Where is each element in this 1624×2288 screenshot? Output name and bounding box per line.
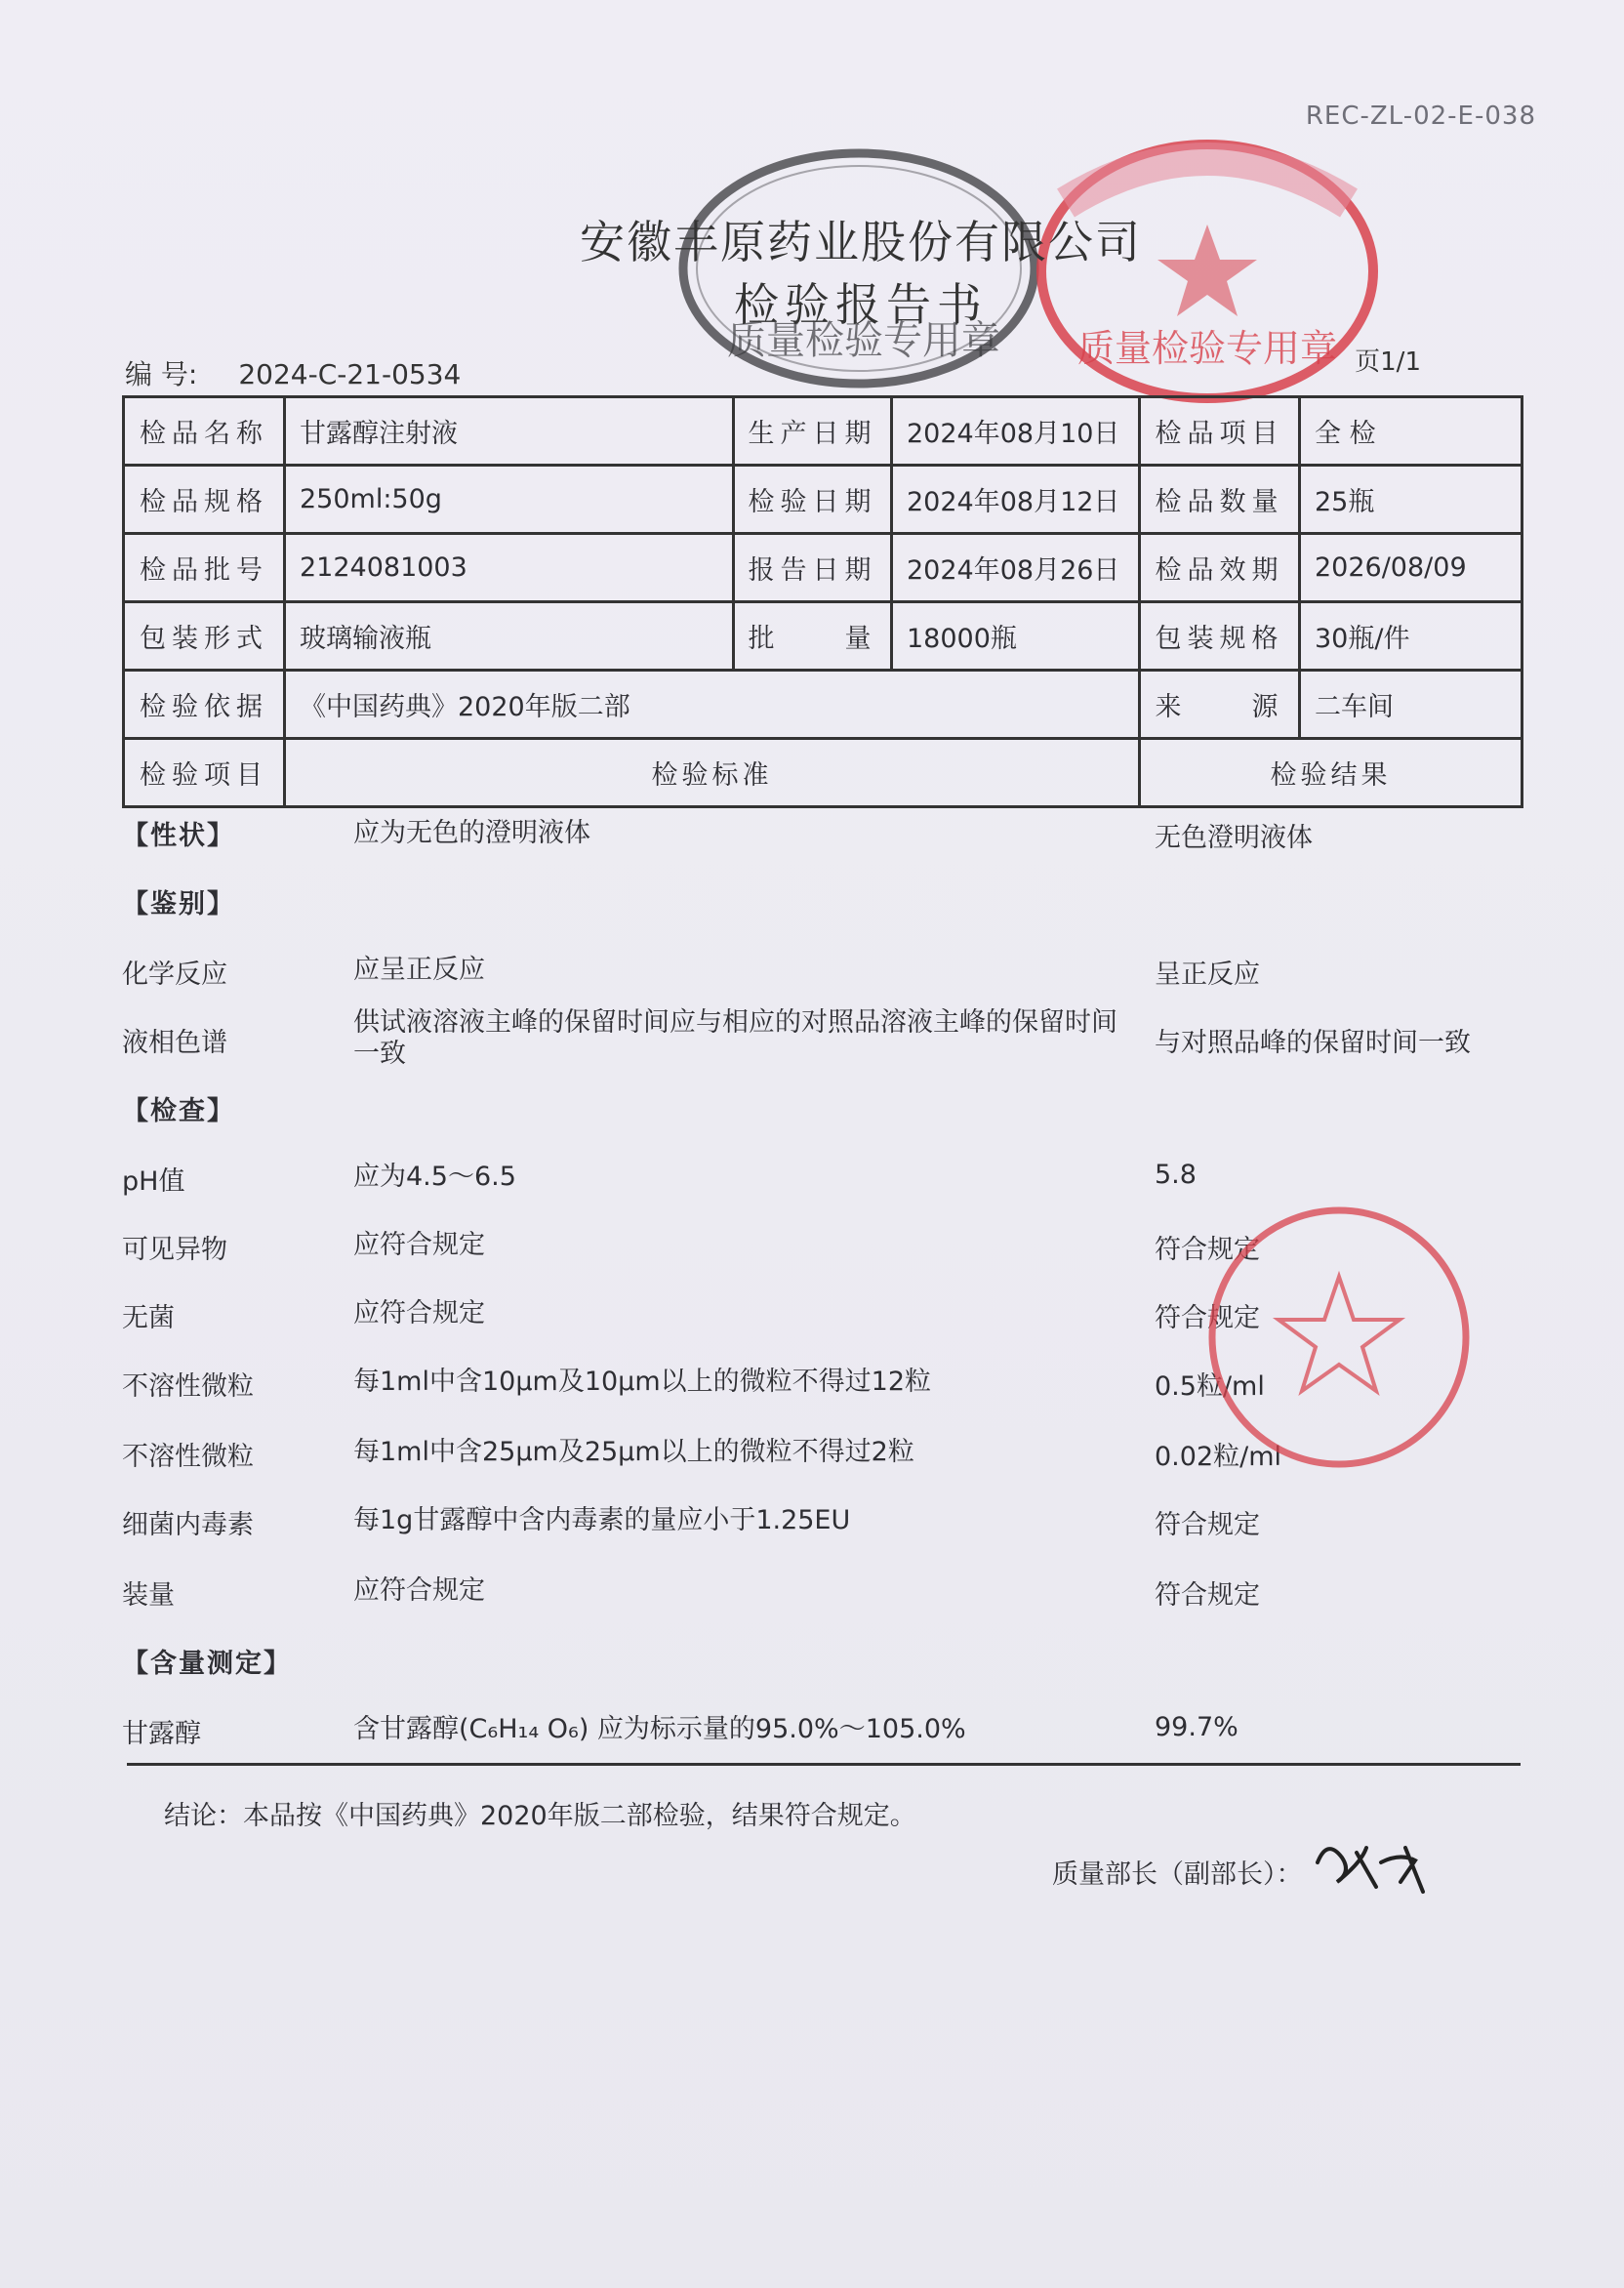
result-text: 符合规定 [1155, 1510, 1260, 1540]
company-name: 安徽丰原药业股份有限公司 [580, 216, 1142, 268]
result-row [0, 1573, 1624, 1613]
label-basis: 检验依据 [124, 671, 285, 739]
standard-text: 应符合规定 [353, 1230, 485, 1260]
standard-text: 应符合规定 [353, 1575, 485, 1606]
label-pack-spec: 包装规格 [1140, 602, 1300, 671]
item-text: 化学反应 [122, 960, 227, 990]
svg-text:质量检验专用章: 质量检验专用章 [727, 318, 1000, 363]
standard-text: 每1ml中含25μm及25μm以上的微粒不得过2粒 [353, 1437, 914, 1467]
item-text: 甘露醇 [122, 1719, 201, 1749]
result-text: 与对照品峰的保留时间一致 [1155, 1028, 1471, 1058]
serial-value: 2024-C-21-0534 [238, 358, 462, 390]
document-code: REC-ZL-02-E-038 [1305, 102, 1536, 131]
standard-text: 含甘露醇(C₆H₁₄ O₆) 应为标示量的95.0%～105.0% [353, 1714, 966, 1744]
report-title: 检验报告书 [734, 278, 988, 331]
label-source: 来 源 [1140, 671, 1300, 739]
handwritten-signature [1308, 1833, 1444, 1901]
svg-text:质量检验专用章: 质量检验专用章 [1076, 327, 1338, 370]
result-text: 符合规定 [1155, 1303, 1260, 1333]
header-row [124, 466, 1522, 534]
serial-label: 编 号: [125, 358, 198, 390]
value-sample-name: 甘露醇注射液 [285, 397, 734, 466]
header-row [124, 602, 1522, 671]
result-row [0, 816, 1624, 855]
value-batch-size: 18000瓶 [892, 602, 1140, 671]
section-tests: 【检查】 [122, 1096, 235, 1126]
label-quantity: 检品数量 [1140, 466, 1300, 534]
result-text: 符合规定 [1155, 1580, 1260, 1611]
conclusion-text: 结论：本品按《中国药典》2020年版二部检验，结果符合规定。 [164, 1801, 916, 1831]
result-text: 0.02粒/ml [1155, 1442, 1282, 1472]
label-spec: 检品规格 [124, 466, 285, 534]
item-text: 不溶性微粒 [122, 1442, 254, 1472]
standard-text: 应为4.5～6.5 [353, 1162, 516, 1192]
standard-text: 应为无色的澄明液体 [353, 818, 590, 848]
label-batch-size: 批 量 [734, 602, 892, 671]
label-packaging: 包装形式 [124, 602, 285, 671]
label-report-date: 报告日期 [734, 534, 892, 602]
label-test-items: 检品项目 [1140, 397, 1300, 466]
standard-text: 每1g甘露醇中含内毒素的量应小于1.25EU [353, 1505, 851, 1535]
result-row [0, 1712, 1624, 1751]
page-indicator: 页1/1 [1355, 347, 1421, 377]
label-test-date: 检验日期 [734, 466, 892, 534]
item-text: 无菌 [122, 1303, 175, 1333]
value-report-date: 2024年08月26日 [892, 534, 1140, 602]
result-text: 99.7% [1155, 1712, 1238, 1742]
divider-line [127, 1763, 1521, 1766]
result-row [0, 1005, 1624, 1074]
value-source: 二车间 [1300, 671, 1522, 739]
value-spec: 250ml:50g [285, 466, 734, 534]
value-basis: 《中国药典》2020年版二部 [285, 671, 1140, 739]
signoff-label: 质量部长（副部长）： [1052, 1859, 1303, 1890]
item-text: 液相色谱 [122, 1028, 227, 1058]
value-quantity: 25瓶 [1300, 466, 1522, 534]
col-result: 检验结果 [1140, 739, 1522, 807]
standard-text: 应符合规定 [353, 1298, 485, 1328]
value-batch-no: 2124081003 [285, 534, 734, 602]
header-row [124, 739, 1522, 807]
value-pack-spec: 30瓶/件 [1300, 602, 1522, 671]
item-text: pH值 [122, 1166, 185, 1197]
section-assay: 【含量测定】 [122, 1649, 292, 1679]
value-test-items: 全 检 [1300, 397, 1522, 466]
label-expiry: 检品效期 [1140, 534, 1300, 602]
item-text: 装量 [122, 1580, 175, 1611]
result-text: 呈正反应 [1155, 960, 1260, 990]
section-appearance: 【性状】 [122, 821, 235, 851]
value-packaging: 玻璃输液瓶 [285, 602, 734, 671]
report-header-table [122, 395, 1523, 808]
value-expiry: 2026/08/09 [1300, 534, 1522, 602]
value-production-date: 2024年08月10日 [892, 397, 1140, 466]
label-production-date: 生产日期 [734, 397, 892, 466]
col-test-item: 检验项目 [124, 739, 285, 807]
result-text: 符合规定 [1155, 1235, 1260, 1265]
value-test-date: 2024年08月12日 [892, 466, 1140, 534]
section-identification: 【鉴别】 [122, 889, 235, 919]
header-row [124, 397, 1522, 466]
result-row [0, 1503, 1624, 1542]
serial-number [125, 353, 461, 392]
standard-text-cont: 一致 [353, 1039, 406, 1069]
label-sample-name: 检品名称 [124, 397, 285, 466]
result-row [0, 953, 1624, 992]
result-text: 0.5粒/ml [1155, 1371, 1265, 1402]
result-text: 5.8 [1155, 1160, 1197, 1190]
signoff [1052, 1853, 1303, 1891]
col-standard: 检验标准 [285, 739, 1140, 807]
round-seal-stamp [1193, 1191, 1485, 1484]
standard-text: 每1ml中含10μm及10μm以上的微粒不得过12粒 [353, 1367, 932, 1397]
item-text: 不溶性微粒 [122, 1371, 254, 1402]
header-row [124, 671, 1522, 739]
standard-text: 供试液溶液主峰的保留时间应与相应的对照品溶液主峰的保留时间 [353, 1007, 1117, 1038]
result-text: 无色澄明液体 [1155, 823, 1313, 853]
standard-text: 应呈正反应 [353, 955, 485, 985]
label-batch-no: 检品批号 [124, 534, 285, 602]
item-text: 细菌内毒素 [122, 1510, 254, 1540]
header-row [124, 534, 1522, 602]
item-text: 可见异物 [122, 1235, 227, 1265]
